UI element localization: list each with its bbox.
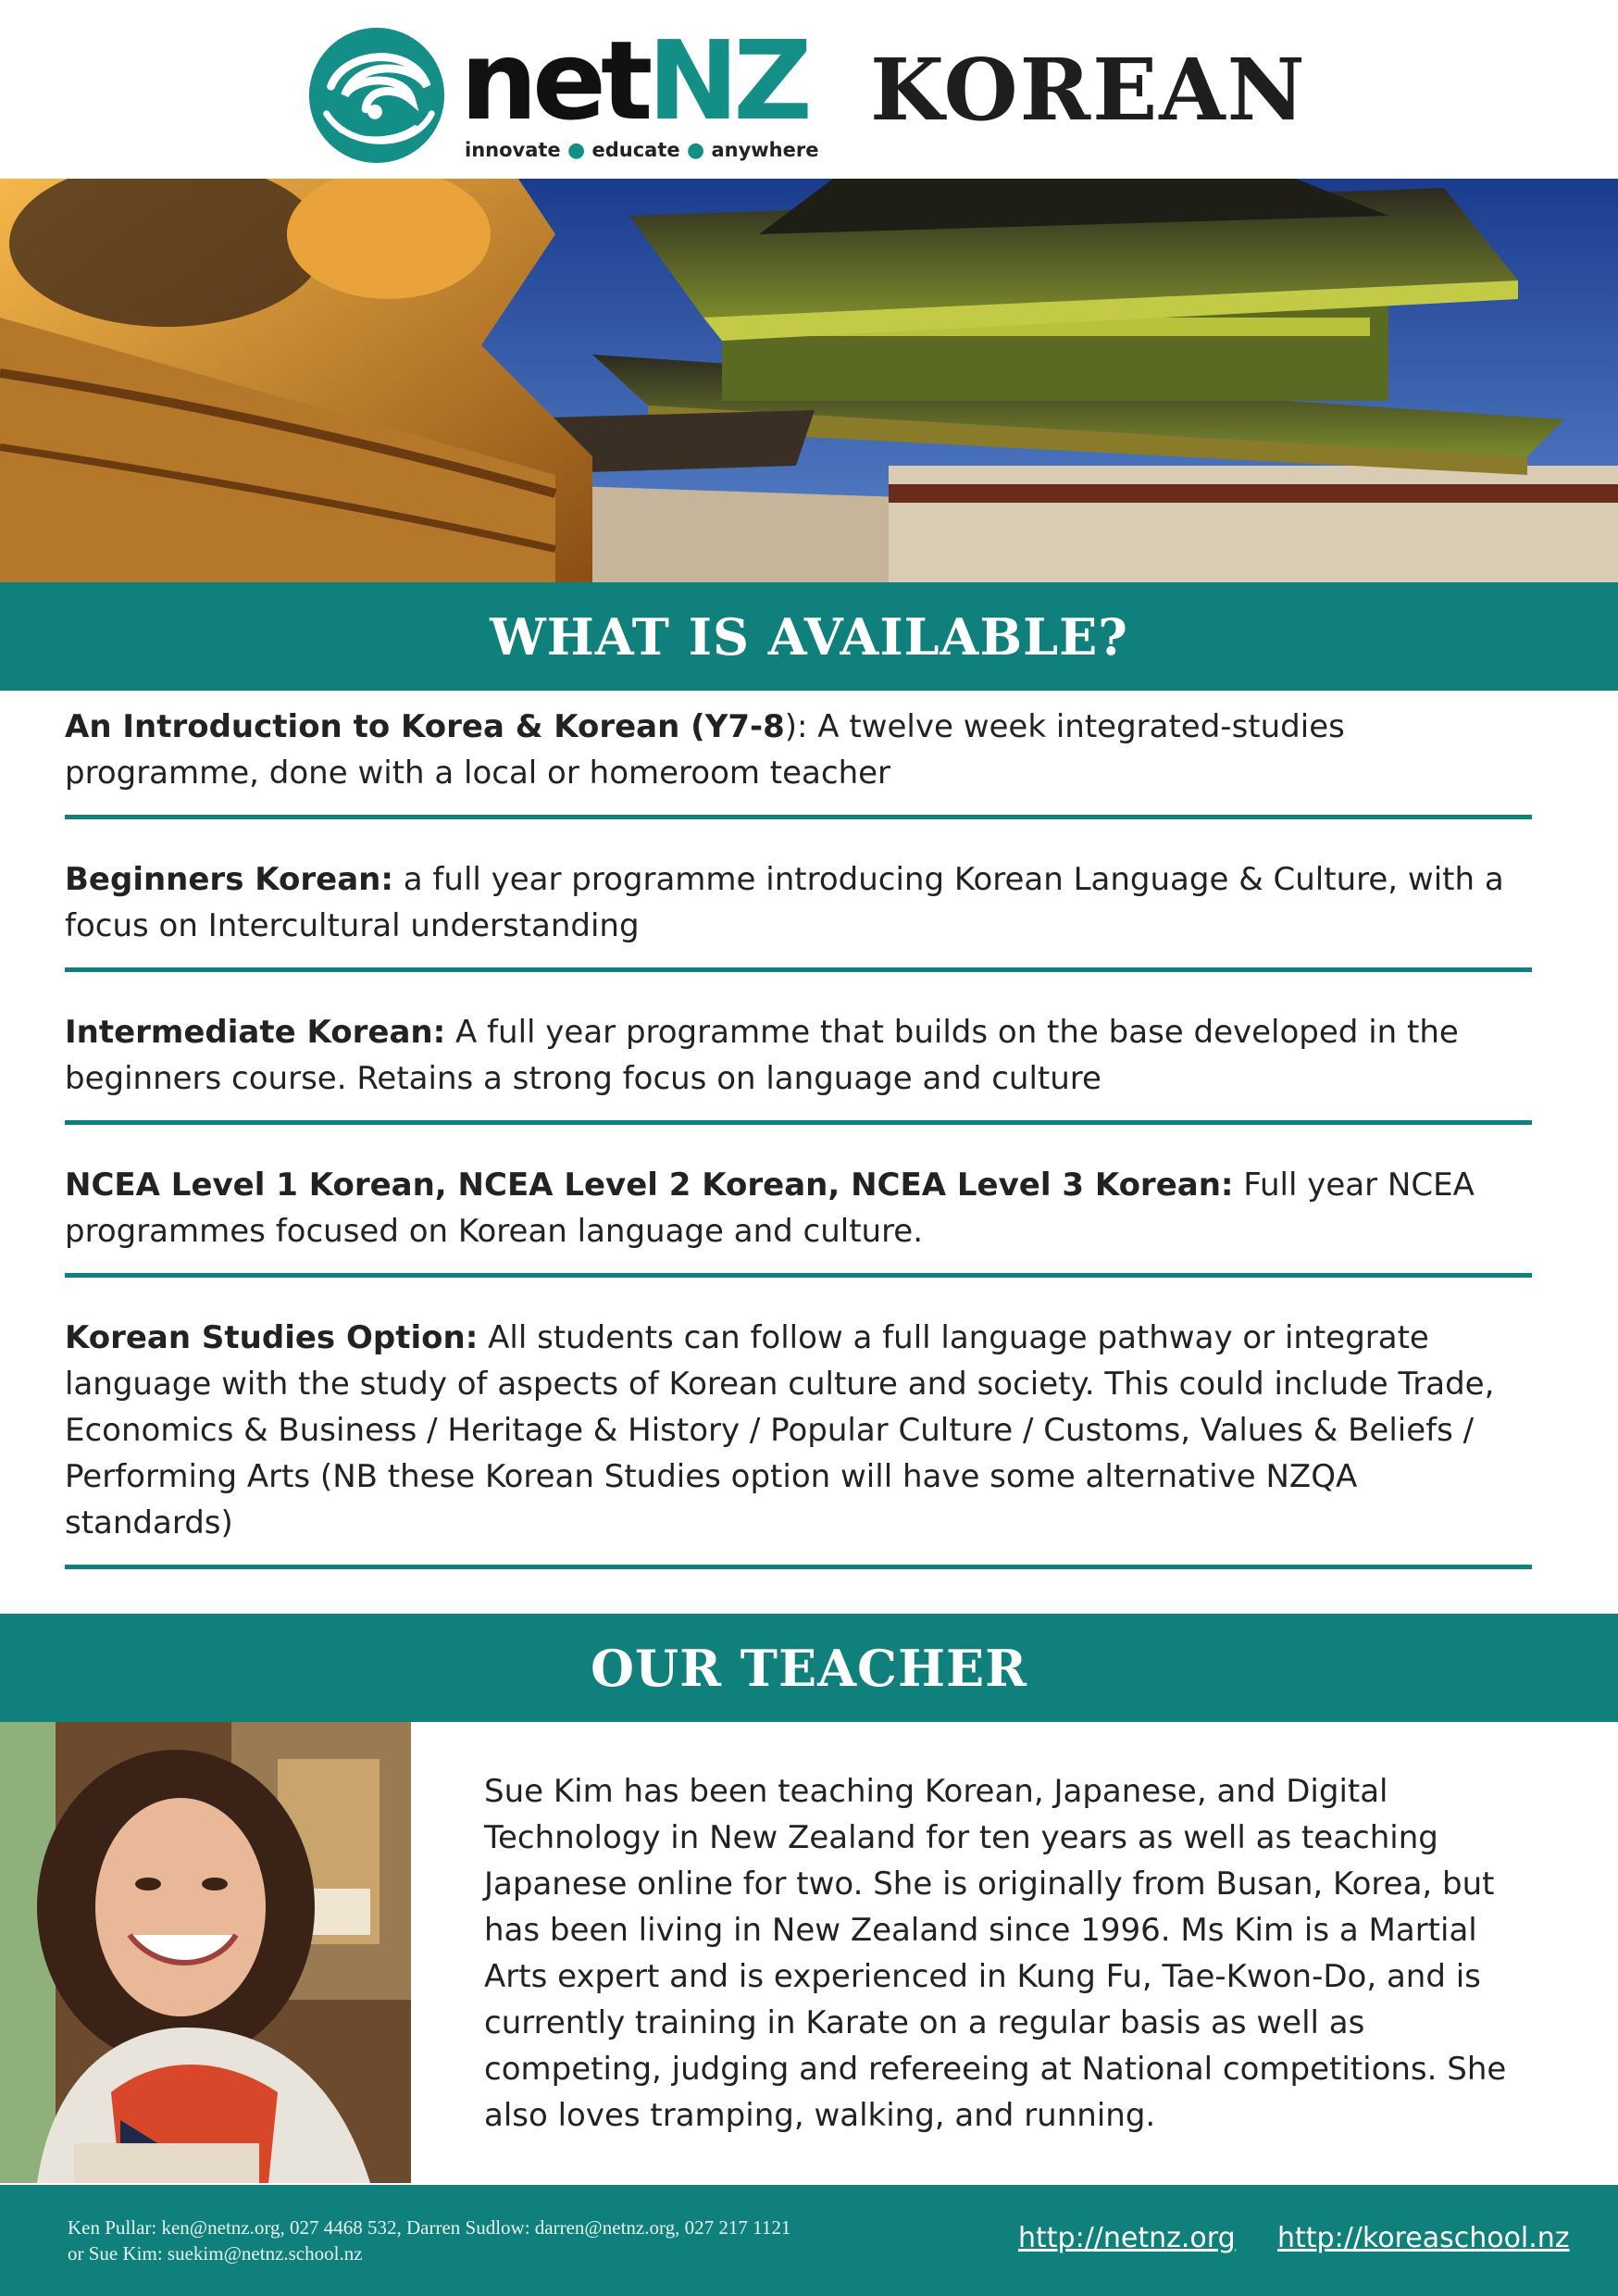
programme-description: All students can follow a full language pathway or integrate language with the study of aspects of Korean culture and society. This could include Trade, Economics & Business / Heritage & History / Popular Culture / Customs, Values & Beliefs / Performing Arts (NB these Korean Studies option will have some alternative NZQA standards) bbox=[65, 1319, 1495, 1541]
programme-description: ): A twelve week integrated-studies programme, done with a local or homeroom teacher bbox=[65, 708, 1345, 792]
programme-title: Korean Studies Option: bbox=[65, 1319, 479, 1356]
hero-palace-image bbox=[0, 179, 1618, 582]
programme-description: Full year NCEA programmes focused on Korean language and culture. bbox=[65, 1167, 1475, 1250]
footer-contacts bbox=[68, 2215, 790, 2266]
page-title: KOREAN bbox=[870, 40, 1307, 140]
netnz-tagline: innovate ● educate ● anywhere bbox=[465, 139, 819, 162]
programme-description: A full year programme that builds on the base developed in the beginners course. Retains a strong focus on language and culture bbox=[65, 1014, 1459, 1097]
teacher-bio: Sue Kim has been teaching Korean, Japanese, and Digital Technology in New Zealand for ten years as well as teaching Japanese online for two. She is originally from Busan, Korea, but has been living in New Zealand since 1996. Ms Kim is a Martial Arts expert and is experienced in Kung Fu, Tae-Kwon-Do, and is currently training in Karate on a regular basis as well as competing, judging and refereeing at National competitions. She also loves tramping, walking, and running. bbox=[484, 1773, 1507, 2134]
programme-list bbox=[65, 704, 1564, 1699]
programme-title: An Introduction to Korea & Korean (Y7-8 bbox=[65, 708, 785, 745]
teacher-banner bbox=[0, 1614, 1618, 1722]
page-footer bbox=[0, 2185, 1618, 2296]
koreaschool-link[interactable]: http://koreaschool.nz bbox=[1277, 2222, 1570, 2254]
teacher-heading: OUR TEACHER bbox=[590, 1638, 1028, 1698]
programme-item-intermediate bbox=[65, 1009, 1532, 1125]
programme-title: Intermediate Korean: bbox=[65, 1014, 446, 1051]
teacher-photo bbox=[0, 1722, 411, 2183]
available-heading: WHAT IS AVAILABLE? bbox=[490, 606, 1128, 667]
page-header bbox=[0, 0, 1618, 179]
programme-title: Beginners Korean: bbox=[65, 861, 393, 898]
programme-title: NCEA Level 1 Korean, NCEA Level 2 Korean, NCEA Level 3 Korean: bbox=[65, 1167, 1234, 1204]
programme-item-studies-option bbox=[65, 1315, 1532, 1569]
programme-item-beginners bbox=[65, 856, 1532, 972]
contact-line: or Sue Kim: suekim@netnz.school.nz bbox=[68, 2242, 363, 2265]
netnz-link[interactable]: http://netnz.org bbox=[1018, 2222, 1236, 2254]
programme-item-intro bbox=[65, 704, 1532, 819]
contact-line: Ken Pullar: ken@netnz.org, 027 4468 532, Darren Sudlow: darren@netnz.org, 027 217 1121 bbox=[68, 2216, 791, 2239]
available-banner bbox=[0, 582, 1618, 691]
netnz-logo-swirl-icon bbox=[304, 22, 450, 168]
netnz-wordmark: netNZ bbox=[460, 17, 807, 144]
programme-item-ncea bbox=[65, 1162, 1532, 1278]
programme-description: a full year programme introducing Korean Language & Culture, with a focus on Intercultural understanding bbox=[65, 861, 1504, 944]
